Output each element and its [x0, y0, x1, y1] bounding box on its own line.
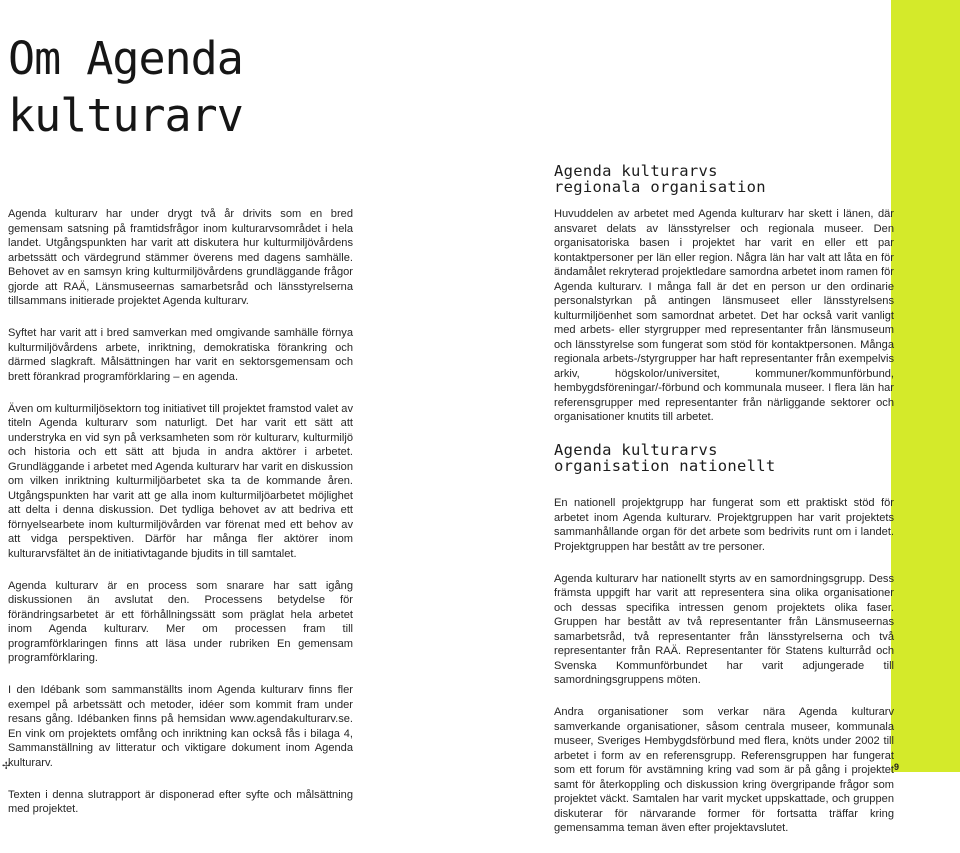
- body-paragraph: Agenda kulturarv har under drygt två år drivits som en bred gemensam satsning på framtidsfrågor inom kulturarvsområdet i hela landet. Utgångspunkten har varit att diskutera hur kulturmiljövårdens arbetssätt och värdegrund stämmer överens med dagens samhälle. Behovet av en samsyn kring kulturmiljövårdens grundläggande frågor gjorde att RAÄ, Länsmuseernas samarbetsråd och länsstyrelserna tillsammans initierade projektet Agenda kulturarv.: [8, 208, 353, 307]
- page-marker-icon: ✢: [2, 761, 11, 772]
- regional-paragraph: Huvuddelen av arbetet med Agenda kulturarv har skett i länen, där ansvaret delats av länsstyrelser och regionala museer. Den organisatoriska basen i projektet har varit en eller ett par kontaktpersoner per län eller region. Några län har valt att låta en för ändamålet rekryterad projektledare samordna arbetet inom ramen för Agenda kulturarv. I många fall är det en person ur den ordinarie personalstyrkan på antingen länsmuseet eller länsstyrelsens kulturmiljöenhet som samordnat arbetet. Det har också varit vanligt med arbets- eller styrgrupper med representanter från länsmuseum och länsstyrelse som fungerat som stöd för kontaktpersonen. Många regionala arbets-/styrgrupper har haft representanter från exempelvis arkiv, högskolor/universitet, kommuner/kommunförbund, hembygdsföreningar/-förbund och kommunala museer. I flera län har referensgrupper med representanter från närliggande sektorer och organisationer knutits till arbetet.: [554, 208, 894, 423]
- page-title-line-2: kulturarv: [8, 89, 243, 142]
- heading-line: Agenda kulturarvs: [554, 441, 718, 459]
- national-paragraph: Andra organisationer som verkar nära Agenda kulturarv samverkande organisationer, såsom centrala museer, kommunala museer, Sveriges Hembygdsförbund med flera, knöts under 2002 till arbetet i form av en referensgrupp. Referensgruppen har fungerat som ett forum för avstämning kring vad som är på gång i projektet samt för återkoppling och diskussion kring övergripande frågor som projektet väckt. Samtalen har varit mycket uppskattade, och gruppen diskuterar för närvarande former för fortsatta träffar kring gemensamma teman även efter projektavslutet.: [554, 706, 894, 834]
- body-paragraph: Även om kulturmiljösektorn tog initiativet till projektet framstod valet av titeln Agenda kulturarv som naturligt. Det har varit ett sätt att understryka en vid syn på verksamheten som rör kulturarv, kulturmiljö och historia och ett sätt att bjuda in andra aktörer i arbetet. Grundläggande i arbetet med Agenda kulturarv har varit en diskussion om vilken inriktning kulturmiljöarbetet ska ta de kommande åren. Utgångspunkten har varit att ge alla inom kulturmiljöarbetet möjlighet att delta i denna diskussion. Det tydliga behovet av att bedriva ett förnyelsearbete inom kulturmiljövården var förenat med ett behov av att vidga perspektiven. Därför har många fler aktörer inom kulturarvsfältet än de initiativtagande bjudits in till samtalet.: [8, 402, 353, 560]
- accent-color-bar: [891, 0, 960, 772]
- body-paragraph: I den Idébank som sammanställts inom Agenda kulturarv finns fler exempel på arbetssätt och metoder, idéer som kommit fram under resans gång. Idébanken finns på hemsidan www.agendakulturarv.se. En vink om projektets omfång och inriktning kan också fås i bilaga 4, Sammanställning av litteratur och viktigare dokument inom Agenda kulturarv.: [8, 684, 353, 769]
- national-paragraph: Agenda kulturarv har nationellt styrts av en samordningsgrupp. Dess främsta uppgift har varit att representera sina olika organisationer och dessas specifika intressen genom projektets olika faser. Gruppen har bestått av två representanter från Länsmuseernas samarbetsråd, två representanter från länsstyrelserna och två representanter från RAÄ. Representanter för Statens kulturråd och Svenska Kommunförbundet har varit adjungerade till samordningsgruppens möten.: [554, 572, 894, 686]
- body-paragraph: Agenda kulturarv är en process som snarare har satt igång diskussionen än avslutat den. Processens betydelse för förändringsarbetet är ett förhållningssätt som präglat hela arbetet inom Agenda kulturarv. Mer om processen fram till programförklaringen finns att läsa under rubriken En gemensam programförklaring.: [8, 579, 353, 664]
- section-heading-national: [554, 442, 894, 474]
- heading-line: Agenda kulturarvs: [554, 162, 718, 180]
- left-column: [8, 207, 353, 834]
- page-title-line-1: Om Agenda: [8, 32, 243, 85]
- right-column: [554, 207, 894, 853]
- section-heading-regional: [554, 163, 766, 195]
- national-paragraph: En nationell projektgrupp har fungerat som ett praktiskt stöd för arbetet inom Agenda kulturarv. Projektgruppen har varit projektets sammanhållande organ för det arbete som bedrivits runt om i landet. Projektgruppen har bestått av tre personer.: [554, 497, 894, 553]
- body-paragraph: Texten i denna slutrapport är disponerad efter syfte och målsättning med projektet.: [8, 788, 353, 815]
- heading-line: regionala organisation: [554, 178, 766, 196]
- page-title: [8, 30, 243, 144]
- heading-line: organisation nationellt: [554, 457, 776, 475]
- page-number: 9: [894, 762, 900, 772]
- body-paragraph: Syftet har varit att i bred samverkan med omgivande samhälle förnya kulturmiljövårdens arbete, inriktning, demokratiska förankring och därmed slagkraft. Målsättningen har varit en sektorsgemensam och brett förankrad programförklaring – en agenda.: [8, 327, 353, 383]
